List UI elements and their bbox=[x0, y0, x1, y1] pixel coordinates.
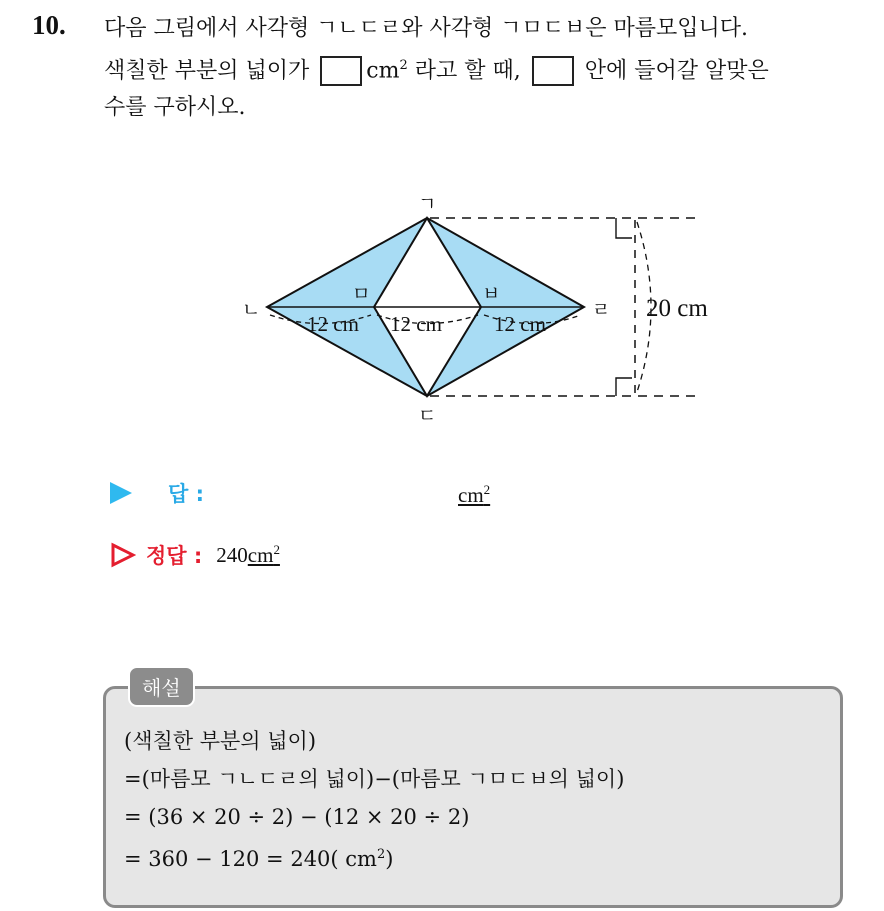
segment-label-3: 12 cm bbox=[494, 312, 546, 336]
correct-answer-row bbox=[110, 540, 280, 570]
answer-unit-exponent: 2 bbox=[483, 482, 491, 497]
vertex-label-inner-right: ㅂ bbox=[482, 283, 501, 305]
filled-triangle-icon bbox=[110, 482, 132, 504]
explanation-text bbox=[124, 722, 624, 878]
question-number: 10. bbox=[32, 10, 66, 40]
vertex-label-right: ㄹ bbox=[592, 299, 611, 321]
answer-blank-box bbox=[320, 56, 362, 86]
explanation-line-4-unit: cm bbox=[338, 847, 377, 871]
vertex-label-left: ㄴ bbox=[242, 299, 261, 321]
segment-label-1: 12 cm bbox=[307, 312, 359, 336]
vertex-label-top: ㄱ bbox=[418, 193, 437, 215]
question-line-3: 수를 구하시오. bbox=[104, 95, 246, 121]
explanation-line-4-exponent: 2 bbox=[376, 847, 386, 862]
explanation-line-1: (색칠한 부분의 넓이) bbox=[124, 729, 317, 753]
vertex-label-inner-left: ㅁ bbox=[352, 283, 371, 305]
vertex-label-bottom: ㄷ bbox=[418, 405, 437, 427]
correct-answer-value: 240 bbox=[216, 542, 248, 567]
question-line-2 bbox=[104, 47, 874, 89]
rhombus-figure bbox=[230, 190, 750, 430]
question-text bbox=[104, 10, 874, 126]
correct-answer-label: 정답 : bbox=[146, 544, 203, 568]
explanation-line-4 bbox=[124, 836, 624, 878]
outline-triangle-icon bbox=[110, 542, 136, 568]
question-line-2-middle: 라고 할 때, bbox=[414, 58, 521, 84]
right-angle-top bbox=[616, 218, 632, 238]
correct-unit-exponent: 2 bbox=[273, 542, 280, 557]
question-unit: cm bbox=[366, 58, 400, 84]
explanation-tag: 해설 bbox=[128, 666, 195, 707]
height-label: 20 cm bbox=[646, 295, 708, 322]
question-line-1: 다음 그림에서 사각형 ㄱㄴㄷㄹ와 사각형 ㄱㅁㄷㅂ은 마름모입니다. bbox=[104, 16, 749, 41]
answer-unit bbox=[458, 482, 490, 508]
right-angle-bottom bbox=[616, 378, 632, 396]
question-line-2-end: 안에 들어갈 알맞은 bbox=[584, 58, 769, 84]
correct-unit-text: cm bbox=[247, 543, 274, 567]
question-unit-exponent: 2 bbox=[399, 58, 408, 73]
answer-row bbox=[110, 478, 204, 508]
explanation-line-2: =(마름모 ㄱㄴㄷㄹ의 넓이)−(마름모 ㄱㅁㄷㅂ의 넓이) bbox=[124, 767, 625, 791]
explanation-line-3: = (36 × 20 ÷ 2) − (12 × 20 ÷ 2) bbox=[124, 805, 470, 829]
correct-answer-unit bbox=[248, 542, 280, 568]
question-line-2-start: 색칠한 부분의 넓이가 bbox=[104, 58, 310, 84]
answer-blank-box-2 bbox=[532, 56, 574, 86]
segment-label-2: 12 cm bbox=[390, 312, 442, 336]
explanation-line-4-end: ) bbox=[385, 847, 394, 871]
answer-label: 답 : bbox=[168, 482, 204, 506]
answer-unit-text: cm bbox=[458, 483, 484, 507]
explanation-line-4-start: = 360 − 120 = 240( bbox=[124, 847, 339, 871]
